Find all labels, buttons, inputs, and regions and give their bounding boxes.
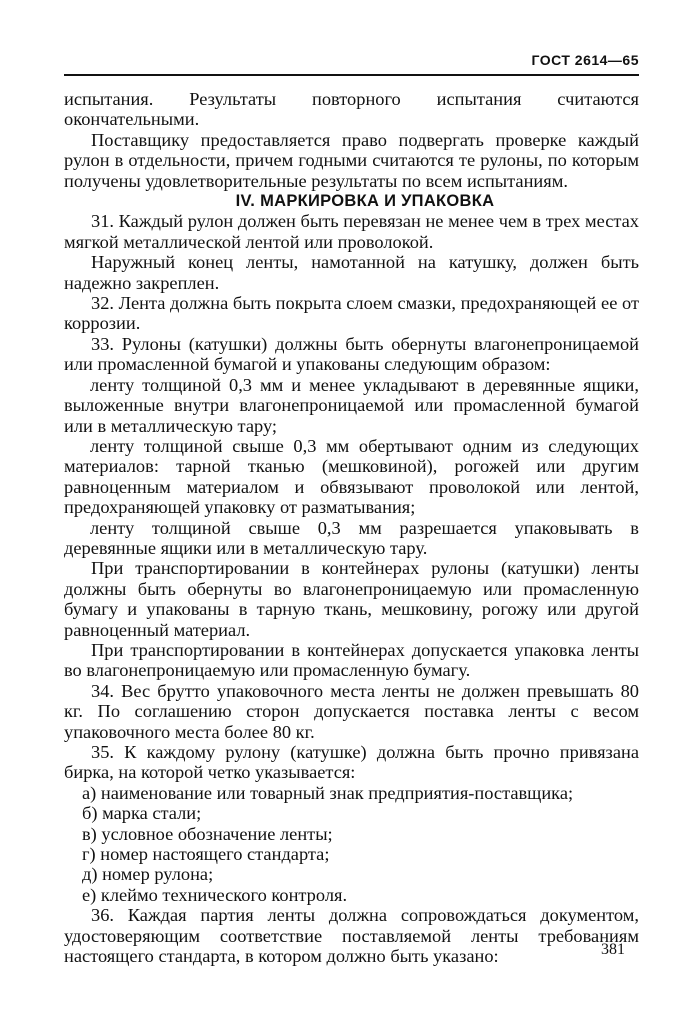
- header-rule: [64, 74, 639, 76]
- clause-32: 32. Лента должна быть покрыта слоем смазки, предохраняющей ее от коррозии.: [64, 293, 639, 334]
- clause-33-option-c: ленту толщиной свыше 0,3 мм разрешается упаковывать в деревянные ящики или в металлическую тару.: [64, 517, 639, 558]
- clause-35-item: в) условное обозначение ленты;: [82, 823, 333, 844]
- clause-33-containers-alt: При транспортировании в контейнерах допускается упаковка ленты во влагонепроницаемую или промасленную бумагу.: [64, 639, 639, 681]
- clause-35-item: д) номер рулона;: [82, 864, 214, 885]
- paragraph-continuation: испытания. Результаты повторного испытания считаются окончательными.: [64, 89, 639, 130]
- clause-35-item: а) наименование или товарный знак предприятия-поставщика;: [82, 782, 574, 803]
- paragraph-supplier-right: Поставщику предоставляется право подвергать проверке каждый рулон в отдельности, причем годными считаются те рулоны, по которым получены удовлетворительные результаты по всем испытаниям.: [64, 129, 639, 191]
- document-standard-header: ГОСТ 2614—65: [531, 52, 639, 68]
- clause-31: 31. Каждый рулон должен быть перевязан не менее чем в трех местах мягкой металлической лентой или проволокой.: [64, 211, 639, 252]
- clause-33-option-b: ленту толщиной свыше 0,3 мм обертывают одним из следующих материалов: тарной тканью (мешковиной), рогожей или другим равноценным материалом и обвязывают проволокой или лентой, предохраняющей упаковку от разматывания;: [64, 435, 639, 518]
- clause-35: 35. К каждому рулону (катушке) должна быть прочно привязана бирка, на которой четко указывается:: [64, 742, 639, 783]
- section-title: IV. МАРКИРОВКА И УПАКОВКА: [235, 192, 495, 211]
- clause-31-note: Наружный конец ленты, намотанной на катушку, должен быть надежно закреплен.: [64, 252, 639, 293]
- page-body: [64, 89, 639, 966]
- page-number: 381: [601, 941, 625, 958]
- clause-34: 34. Вес брутто упаковочного места ленты не должен превышать 80 кг. По соглашению сторон допускается поставка ленты с весом упаковочного места более 80 кг.: [64, 680, 639, 742]
- clause-36: 36. Каждая партия ленты должна сопровождаться документом, удостоверяющим соответствие поставляемой ленты требованиям настоящего стандарта, в котором должно быть указано:: [64, 905, 639, 967]
- clause-35-item: б) марка стали;: [82, 803, 202, 824]
- clause-35-item: г) номер настоящего стандарта;: [82, 844, 330, 865]
- clause-33: 33. Рулоны (катушки) должны быть обернуты влагонепроницаемой или промасленной бумагой и упакованы следующим образом:: [64, 333, 639, 375]
- clause-33-option-a: ленту толщиной 0,3 мм и менее укладывают в деревянные ящики, выложенные внутри влагонепроницаемой или промасленной бумагой или в металлическую тару;: [64, 374, 639, 436]
- clause-33-containers: При транспортировании в контейнерах рулоны (катушки) ленты должны быть обернуты во влагонепроницаемую или промасленную бумагу и упакованы в тарную ткань, мешковину, рогожу или другой равноценный материал.: [64, 558, 639, 640]
- clause-35-item: е) клеймо технического контроля.: [82, 884, 348, 905]
